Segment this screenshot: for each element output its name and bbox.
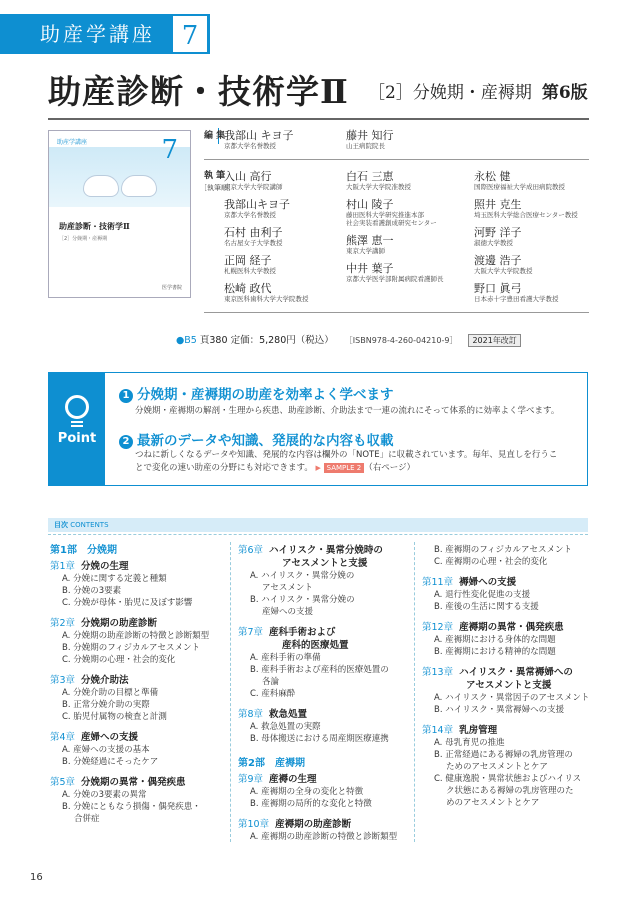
- author-entry: [474, 254, 533, 275]
- point-heading-text: 最新のデータや知識、発展的な内容も収載: [137, 433, 394, 449]
- column-separator: [230, 542, 231, 842]
- arrow-right-icon: ▶: [315, 464, 321, 472]
- toc-section: A. 救急処置の実際: [250, 722, 321, 732]
- person-name: 正岡 経子: [224, 254, 272, 267]
- spec-isbn: ［ISBN978-4-260-04210-9］: [344, 336, 458, 345]
- author-entry: [474, 282, 559, 303]
- toc-section-cont: 合併症: [74, 814, 100, 824]
- edition-text: 第6版: [541, 83, 588, 103]
- person-name: 松崎 政代: [224, 282, 272, 295]
- person-name: 中井 葉子: [346, 262, 394, 275]
- toc-section: A. 産婦への支援の基本: [62, 745, 150, 755]
- chapter-number: 第10章: [238, 819, 270, 830]
- author-entry: [474, 226, 522, 247]
- toc-chapter: [238, 773, 408, 786]
- chapter-title: 分娩の生理: [81, 561, 129, 572]
- chapter-title: 乳房管理: [459, 725, 498, 736]
- toc-chapter: [50, 617, 220, 630]
- toc-section: A. 退行性変化促進の支援: [434, 590, 531, 600]
- cover-volume: 7: [161, 135, 178, 165]
- chapter-title-cont: アセスメントと支援: [282, 558, 368, 569]
- subtitle-text: ［2］分娩期・産褥期: [368, 83, 532, 103]
- person-affiliation: 社会実装看護創成研究センター: [346, 219, 437, 227]
- spec-format: ●B5: [176, 335, 197, 346]
- chapter-title-cont: アセスメントと支援: [466, 680, 552, 691]
- person-name: 照井 克生: [474, 198, 522, 211]
- toc-header: [48, 518, 588, 532]
- chapter-number: 第12章: [422, 622, 454, 633]
- toc-section: C. 分娩期の心理・社会的変化: [62, 655, 176, 665]
- book-subtitle: [368, 78, 588, 103]
- person-affiliation: 埼玉医科大学総合医療センター教授: [474, 211, 578, 219]
- toc-column-2: [238, 544, 408, 843]
- toc-chapter: [238, 708, 408, 721]
- toc-column-1: [50, 544, 220, 825]
- editors-label: 編 集: [204, 131, 226, 141]
- point-body-line: つねに新しくなるデータや知識、発展的な内容は欄外の「NOTE」に収載されています。毎年、見直しを行うこ: [135, 450, 558, 460]
- spec-pages: 頁380: [199, 335, 228, 346]
- toc-chapter: [422, 724, 592, 737]
- toc-section: A. 母乳育児の推進: [434, 738, 505, 748]
- person-affiliation: 藤田医科大学研究推進本部: [346, 211, 424, 219]
- toc-section: B. 分娩にともなう損傷・偶発疾患・: [62, 802, 201, 812]
- chapter-title: 分娩介助法: [81, 675, 129, 686]
- authors-label: 執 筆: [204, 171, 226, 181]
- toc-chapter: [238, 544, 408, 557]
- chapter-title: 産褥期の助産診断: [275, 819, 352, 830]
- page-number: 16: [30, 872, 43, 883]
- chapter-number: 第1章: [50, 561, 76, 572]
- toc-divider: [48, 534, 588, 536]
- toc-section: B. 産褥期の局所的な変化と特徴: [250, 799, 372, 809]
- author-entry: [474, 198, 578, 219]
- chapter-title: 分娩期の助産診断: [81, 618, 158, 629]
- person-affiliation: 淑徳大学教授: [474, 239, 513, 247]
- baby-shoe-icon: [121, 175, 157, 197]
- author-entry: [224, 282, 309, 303]
- toc-part: 第1部 分娩期: [50, 545, 117, 556]
- toc-section: A. 産褥期の助産診断の特徴と診断類型: [250, 832, 398, 842]
- point-body-line: [135, 462, 625, 475]
- toc-section-cont: めのアセスメントとケア: [446, 798, 540, 808]
- toc-section: C. 産科麻酔: [250, 689, 296, 699]
- toc-section: B. 母体搬送における周産期医療連携: [250, 734, 389, 744]
- book-specs: [176, 332, 521, 347]
- person-name: 野口 眞弓: [474, 282, 522, 295]
- point-body-text: とで変化の速い助産の分野にも対応できます。: [135, 463, 313, 473]
- person-affiliation: 京都大学名誉教授: [224, 211, 276, 219]
- toc-section: B. 産褥期における精神的な問題: [434, 647, 556, 657]
- toc-section: B. 産褥期のフィジカルアセスメント: [434, 545, 572, 555]
- chapter-number: 第5章: [50, 777, 76, 788]
- person-affiliation: 国際医療福祉大学成田病院教授: [474, 183, 565, 191]
- cover-subtitle: ［2］分娩期・産褥期: [59, 236, 108, 242]
- chapter-number: 第8章: [238, 709, 264, 720]
- toc-section: A. 産褥期の全身の変化と特徴: [250, 787, 364, 797]
- person-name: 永松 健: [474, 170, 511, 183]
- toc-chapter: [422, 621, 592, 634]
- person-affiliation: 大阪大学大学院准教授: [346, 183, 411, 191]
- toc-chapter: [50, 560, 220, 573]
- person-name: 我部山キヨ子: [224, 198, 290, 211]
- person-name: 石村 由利子: [224, 226, 283, 239]
- toc-section: B. ハイリスク・異常分娩の: [250, 595, 355, 605]
- chapter-title: 産褥の生理: [269, 774, 317, 785]
- chapter-title-cont: 産科的医療処置: [282, 640, 349, 651]
- point-2-body: [135, 449, 625, 475]
- chapter-number: 第11章: [422, 577, 454, 588]
- chapter-title: 分娩期の異常・偶発疾患: [81, 777, 186, 788]
- point-number-icon: 2: [119, 435, 133, 449]
- authors-divider: [204, 312, 589, 313]
- authors-order-note: ［執筆順］: [200, 184, 235, 192]
- person-name: 熊澤 恵一: [346, 234, 394, 247]
- toc-chapter: [422, 666, 592, 679]
- chapter-title: 褥婦への支援: [459, 577, 517, 588]
- toc-title-en: CONTENTS: [70, 521, 109, 529]
- person-affiliation: 京都大学医学部附属病院看護師長: [346, 275, 444, 283]
- point-heading-text: 分娩期・産褥期の助産を効率よく学べます: [137, 387, 394, 403]
- person-affiliation: 日本赤十字豊田看護大学教授: [474, 295, 559, 303]
- toc-section-cont: ためのアセスメントとケア: [446, 762, 548, 772]
- author-entry: [224, 254, 276, 275]
- person-name: 入山 高行: [224, 170, 272, 183]
- toc-section: C. 胎児付属物の検査と計測: [62, 712, 167, 722]
- spec-price: 定価：5,280円（税込）: [230, 335, 334, 346]
- toc-section: A. 産褥期における身体的な問題: [434, 635, 556, 645]
- author-entry: [224, 170, 283, 191]
- toc-chapter: [238, 818, 408, 831]
- person-name: 藤井 知行: [346, 129, 394, 142]
- editors-divider: [204, 159, 589, 160]
- toc-chapter: [50, 731, 220, 744]
- chapter-number: 第4章: [50, 732, 76, 743]
- toc-section-cont: 産婦への支援: [262, 607, 314, 617]
- person-affiliation: 東京大学大学院講師: [224, 183, 283, 191]
- toc-section: C. 分娩が母体・胎児に及ぼす影響: [62, 598, 193, 608]
- point-label: Point: [57, 431, 97, 446]
- toc-section: B. 分娩期のフィジカルアセスメント: [62, 643, 200, 653]
- toc-chapter: [238, 626, 408, 639]
- chapter-number: 第9章: [238, 774, 264, 785]
- toc-column-3: [422, 544, 592, 809]
- toc-chapter: [422, 576, 592, 589]
- chapter-number: 第14章: [422, 725, 454, 736]
- author-entry: [346, 198, 437, 227]
- toc-section: A. 分娩期の助産診断の特徴と診断類型: [62, 631, 210, 641]
- person-name: 我部山 キヨ子: [224, 129, 294, 142]
- chapter-number: 第6章: [238, 545, 264, 556]
- toc-section: B. 正常経過にある褥婦の乳房管理の: [434, 750, 573, 760]
- toc-section: B. 正常分娩介助の実際: [62, 700, 150, 710]
- book-title: 助産診断・技術学Ⅱ: [48, 72, 349, 111]
- toc-section: A. 産科手術の準備: [250, 653, 321, 663]
- author-entry: [224, 226, 283, 247]
- point-box: [48, 372, 588, 486]
- point-sidebar: [49, 373, 105, 485]
- toc-section: A. 分娩の3要素の異常: [62, 790, 147, 800]
- person-name: 白石 三恵: [346, 170, 394, 183]
- author-entry: [346, 234, 394, 255]
- title-divider: [48, 118, 589, 120]
- editor-entry: [224, 129, 294, 150]
- person-affiliation: 東京大学講師: [346, 247, 385, 255]
- series-name: 助産学講座: [40, 22, 155, 46]
- baby-shoe-icon: [83, 175, 119, 197]
- person-affiliation: 名古屋女子大学教授: [224, 239, 283, 247]
- chapter-number: 第13章: [422, 667, 454, 678]
- toc-chapter: [50, 776, 220, 789]
- chapter-title: 産科手術および: [269, 627, 336, 638]
- chapter-title: 産褥期の異常・偶発疾患: [459, 622, 564, 633]
- chapter-number: 第2章: [50, 618, 76, 629]
- person-affiliation: 山王病院院長: [346, 142, 385, 150]
- column-separator: [414, 542, 415, 842]
- toc-section: B. 分娩の3要素: [62, 586, 122, 596]
- editor-entry: [346, 129, 394, 150]
- person-affiliation: 京都大学名誉教授: [224, 142, 276, 150]
- point-1-body: 分娩期・産褥期の解剖・生理から疾患、助産診断、介助法まで一連の流れにそって体系的に効率よく学べます。: [135, 406, 560, 416]
- point-1-heading: [119, 383, 394, 403]
- revision-badge: 2021年改訂: [468, 334, 520, 347]
- author-entry: [346, 262, 444, 283]
- toc-section-cont: アセスメント: [262, 583, 313, 593]
- toc-section: A. 分娩に関する定義と種類: [62, 574, 167, 584]
- chapter-title: ハイリスク・異常分娩時の: [269, 545, 383, 556]
- person-affiliation: 札幌医科大学教授: [224, 267, 276, 275]
- author-entry: [474, 170, 565, 191]
- series-volume: 7: [171, 14, 209, 54]
- chapter-title: 救急処置: [269, 709, 308, 720]
- toc-section: A. ハイリスク・異常因子のアセスメント: [434, 693, 590, 703]
- book-cover: [48, 130, 191, 298]
- cover-title: 助産診断・技術学Ⅱ: [59, 221, 130, 231]
- author-entry: [224, 198, 290, 219]
- sample-tag[interactable]: SAMPLE 2: [324, 463, 365, 473]
- person-name: 河野 洋子: [474, 226, 522, 239]
- person-affiliation: 東京医科歯科大学大学院教授: [224, 295, 309, 303]
- toc-section-cont: 各論: [262, 677, 280, 687]
- toc-section: B. 分娩経過にそったケア: [62, 757, 159, 767]
- toc-section: B. 産後の生活に関する支援: [434, 602, 539, 612]
- lightbulb-base-icon: [71, 421, 83, 427]
- toc-title: 目次: [54, 521, 68, 529]
- point-number-icon: 1: [119, 389, 133, 403]
- point-2-heading: [119, 429, 394, 449]
- cover-publisher: 医学書院: [161, 285, 182, 291]
- person-name: 村山 陵子: [346, 198, 394, 211]
- toc-section: B. 産科手術および産科的医療処置の: [250, 665, 389, 675]
- toc-section: A. ハイリスク・異常分娩の: [250, 571, 355, 581]
- lightbulb-icon: [65, 395, 89, 419]
- cover-series: 助産学講座: [57, 139, 88, 146]
- toc-section: A. 分娩介助の目標と準備: [62, 688, 159, 698]
- chapter-number: 第7章: [238, 627, 264, 638]
- toc-section: C. 産褥期の心理・社会的変化: [434, 557, 548, 567]
- sample-ref: （右ページ）: [364, 463, 416, 473]
- toc-section-cont: ク状態にある褥婦の乳房管理のた: [446, 786, 574, 796]
- toc-chapter: [50, 674, 220, 687]
- toc-section: B. ハイリスク・異常褥婦への支援: [434, 705, 565, 715]
- chapter-title: ハイリスク・異常褥婦への: [459, 667, 573, 678]
- person-affiliation: 大阪大学大学院教授: [474, 267, 533, 275]
- person-name: 渡邊 浩子: [474, 254, 522, 267]
- chapter-title: 産婦への支援: [81, 732, 139, 743]
- author-entry: [346, 170, 411, 191]
- toc-part: 第2部 産褥期: [238, 758, 305, 769]
- chapter-number: 第3章: [50, 675, 76, 686]
- toc-section: C. 健康逸脱・異常状態およびハイリス: [434, 774, 582, 784]
